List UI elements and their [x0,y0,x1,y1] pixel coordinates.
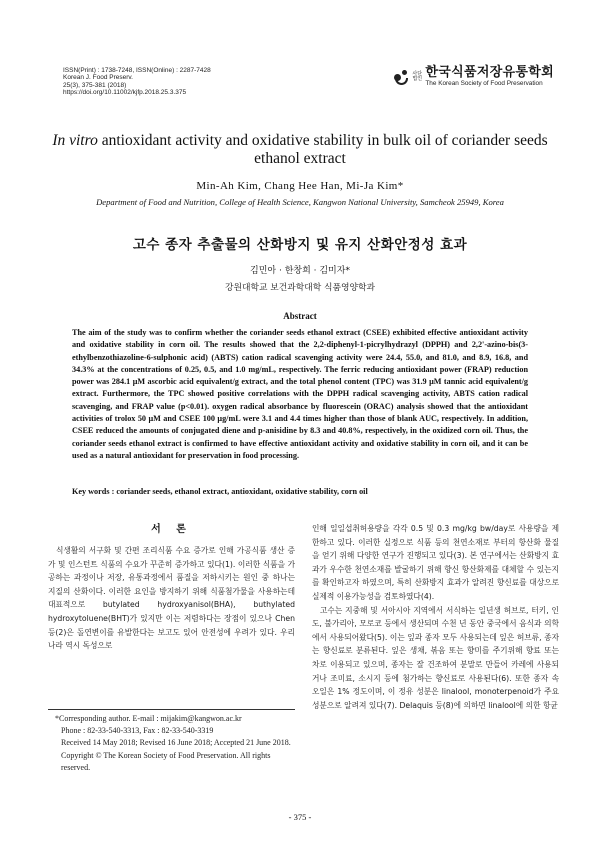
author-list: Min-Ah Kim, Chang Hee Han, Mi-Ja Kim* [196,180,404,192]
page-number: - 375 - [288,812,312,822]
logo-small-text: 사단법인 [412,70,423,82]
article-title [50,132,550,168]
left-column [48,520,295,653]
footnote [55,713,295,774]
footnote-divider [48,709,295,710]
introduction-paragraph: 인해 일일섭취허용량을 각각 0.5 및 0.3 mg/kg bw/day로 사용량을 제한하고 있다. 이러한 실정으로 식품 등의 천연소재로 부터의 항산화 물질을 얻기 위해 다양한 연구가 진행되고 있다(3). 본 연구에서는 산화방지 효과가 우수한 천연소재를 발굴하기 위해 향신 항산화제를 대체할 수 있는지를 확인하고자 하였으며, 특히 산화방지 효과가 알려진 향신료를 대상으로 실제적 이용가능성을 검토하였다(4). [312,524,559,601]
affiliation: Department of Food and Nutrition, College of Health Science, Kangwon National University, Samcheok 25949, Korea [96,197,504,207]
keywords-label: Key words : [72,487,115,496]
received-dates: Received 14 May 2018; Revised 16 June 2018; Accepted 21 June 2018. [61,738,291,748]
doi-link[interactable]: https://doi.org/10.11002/kjfp.2018.25.3.375 [63,89,187,97]
copyright-notice: Copyright © The Korean Society of Food Preservation. All rights reserved. [61,750,271,772]
society-name-kr: 한국식품저장유통학회 [425,65,554,80]
keywords [72,487,528,496]
abstract-text: The aim of the study was to confirm whether the coriander seeds ethanol extract (CSEE) exhibited effective antioxidant activity and oxidative stability in corn oil. The results showed that the 2,2-diphenyl-1-picrylhydrazyl (DPPH) and 2,2'-azino-bis(3-ethylbenzothiazoline-6-sulphonic acid) (ABTS) cation radical scavenging activity were 24.4, 55.0, and 81.0, and 8.9, 16.8, and 34.3% at the concentrations of 0.25, 0.5, and 1.0 mg/mL, respectively. The ferric reducing antioxidant power (FRAP) reduction power was 284.1 μM ascorbic acid equivalent/g extract, and the total phenol content (TPC) was 31.9 μM tannic acid equivalent/g extract. Furthermore, the TPC showed positive correlations with the DPPH radical scavenging activity, ABTS cation radical scavenging, and FRAP value (p<0.01). oxygen radical absorbance by fluorescein (ORAC) analysis showed that the antioxidant activities of trolox 50 μM and CSEE 100 μg/mL were 3.1 and 4.4 times higher than those of blank AUC, respectively. In addition, CSEE reduced the amounts of conjugated diene and p-anisidine by 8.3 and 40.8%, respectively, in the oxidized corn oil. Thus, the coriander seeds ethanol extract is confirmed to have effective antioxidant activity and oxidative stability in corn oil, and it can be used as a natural antioxidant for preservation in food processing. [72,328,528,460]
society-emblem-icon [393,68,409,86]
journal-info [63,67,211,97]
affiliation-kr: 강원대학교 보건과학대학 식품영양학과 [224,283,376,293]
article-title-italic: In vitro [52,132,98,149]
introduction-paragraph: 식생활의 서구화 및 간편 조리식품 수요 증가로 인해 가공식품 생산 증가 및 인스턴트 식품의 수요가 꾸준히 증가하고 있다(1). 이러한 식품을 가공하는 과정이나 저장, 유통과정에서 품질을 저하시키는 원인 중 하나는 지질의 산화이다. 이러한 요인을 방지하기 위해 식품첨가물을 사용하는데 대표적으로 butylated hydroxyanisol(BHA), buthylated hydroxytoluene(BHT)가 있지만 이는 저렴하다는 장점이 있으나 Chen 등(2)은 돌연변이를 유발한다는 보고도 있어 안전성에 우려가 있다. 우리나라 역시 독성으로 [48,546,295,651]
right-column [312,522,559,712]
keywords-list: coriander seeds, ethanol extract, antioxidant, oxidative stability, corn oil [114,487,368,496]
article-title-kr: 고수 종자 추출물의 산화방지 및 유지 산화안정성 효과 [132,237,468,253]
abstract-heading: Abstract [283,311,317,321]
journal-name: Korean J. Food Preserv. [63,74,133,82]
society-logo [393,66,554,88]
contact-phone: Phone : 82-33-540-3313, Fax : 82-33-540-3319 [61,726,214,736]
introduction-paragraph: 고수는 지중해 및 서아시아 지역에서 서식하는 일년생 허브로, 터키, 인도, 불가리아, 모로코 등에서 생산되며 수천 년 동안 중국에서 음식과 의학에서 사용되어왔다(5). 이는 잎과 종자 모두 사용되는데 잎은 허브류, 종자는 향신료로 분류된다. 잎은 생채, 볶음 또는 향미를 주기위해 향료 또는 차로 이용되고 있으며, 종자는 잘 건조하여 분말로 만들어 카레에 사용되거나 조미료, 소시지 등에 첨가하는 향신료로 사용된다(6). 또한 종자 속 오일은 1% 정도이며, 이 정유 성분은 linalool, monoterpenoid가 주요성분으로 알려져 있다(7). Delaquis 등(8)에 의하면 linalool에 의한 항균 [312,605,559,710]
volume-pages: 25(3), 375-381 (2018) [63,81,127,89]
society-name-en: The Korean Society of Food Preservation [425,80,543,87]
author-list-kr: 김민아 · 한창희 · 김미자* [250,266,350,276]
article-title-rest: antioxidant activity and oxidative stability in bulk oil of coriander seeds ethanol extract [97,132,548,167]
corresponding-author: *Corresponding author. E-mail : mijakim@kangwon.ac.kr [55,714,242,723]
introduction-heading: 서 론 [151,524,192,535]
issn-line: ISSN(Print) : 1738-7248, ISSN(Online) : 2287-7428 [63,67,211,74]
